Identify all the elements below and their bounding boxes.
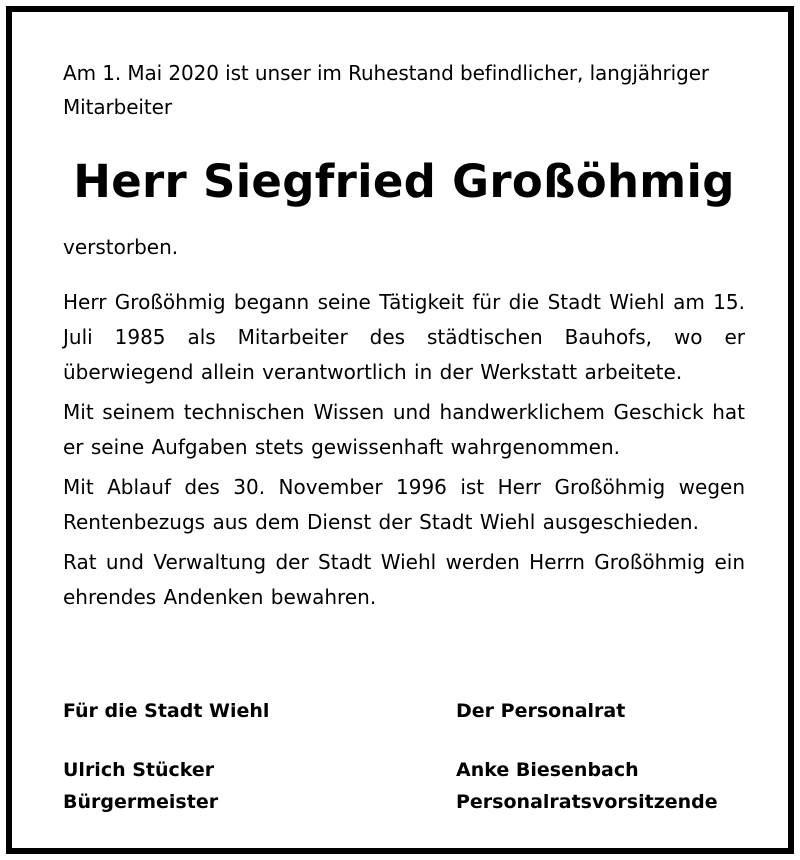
deceased-name: Herr Siegfried Großöhmig [73, 155, 735, 208]
deceased-statement: verstorben. [63, 235, 179, 259]
remembrance-paragraph: Rat und Verwaltung der Stadt Wiehl werden Herrn Großöhmig ein ehrendes Andenken bewahren. [63, 550, 745, 609]
career-paragraph: Herr Großöhmig begann seine Tätigkeit für die Stadt Wiehl am 15. Juli 1985 als Mitarbeiter des städtischen Bauhofs, wo er überwiegend allein verantwortlich in der Werkstatt arbeitete. [63, 290, 745, 384]
signature-person: Ulrich Stücker [63, 759, 215, 781]
skills-paragraph: Mit seinem technischen Wissen und handwerklichem Geschick hat er seine Aufgaben stets gewissenhaft wahrgenommen. [63, 400, 745, 459]
signature-title: Bürgermeister [63, 791, 219, 813]
obituary-notice [6, 6, 794, 854]
signature-title: Personalratsvorsitzende [456, 791, 718, 813]
signature-staff-council [456, 696, 756, 818]
intro-text [63, 56, 745, 124]
retirement-paragraph: Mit Ablauf des 30. November 1996 ist Herr Großöhmig wegen Rentenbezugs aus dem Dienst der Stadt Wiehl ausgeschieden. [63, 475, 745, 534]
signature-organization: Der Personalrat [456, 700, 626, 722]
notice-content [63, 56, 745, 813]
intro-line: Am 1. Mai 2020 ist unser im Ruhestand befindlicher, langjähriger [63, 61, 710, 85]
signature-person: Anke Biesenbach [456, 759, 639, 781]
signature-organization: Für die Stadt Wiehl [63, 700, 270, 722]
intro-line: Mitarbeiter [63, 95, 172, 119]
signature-city [63, 696, 403, 818]
